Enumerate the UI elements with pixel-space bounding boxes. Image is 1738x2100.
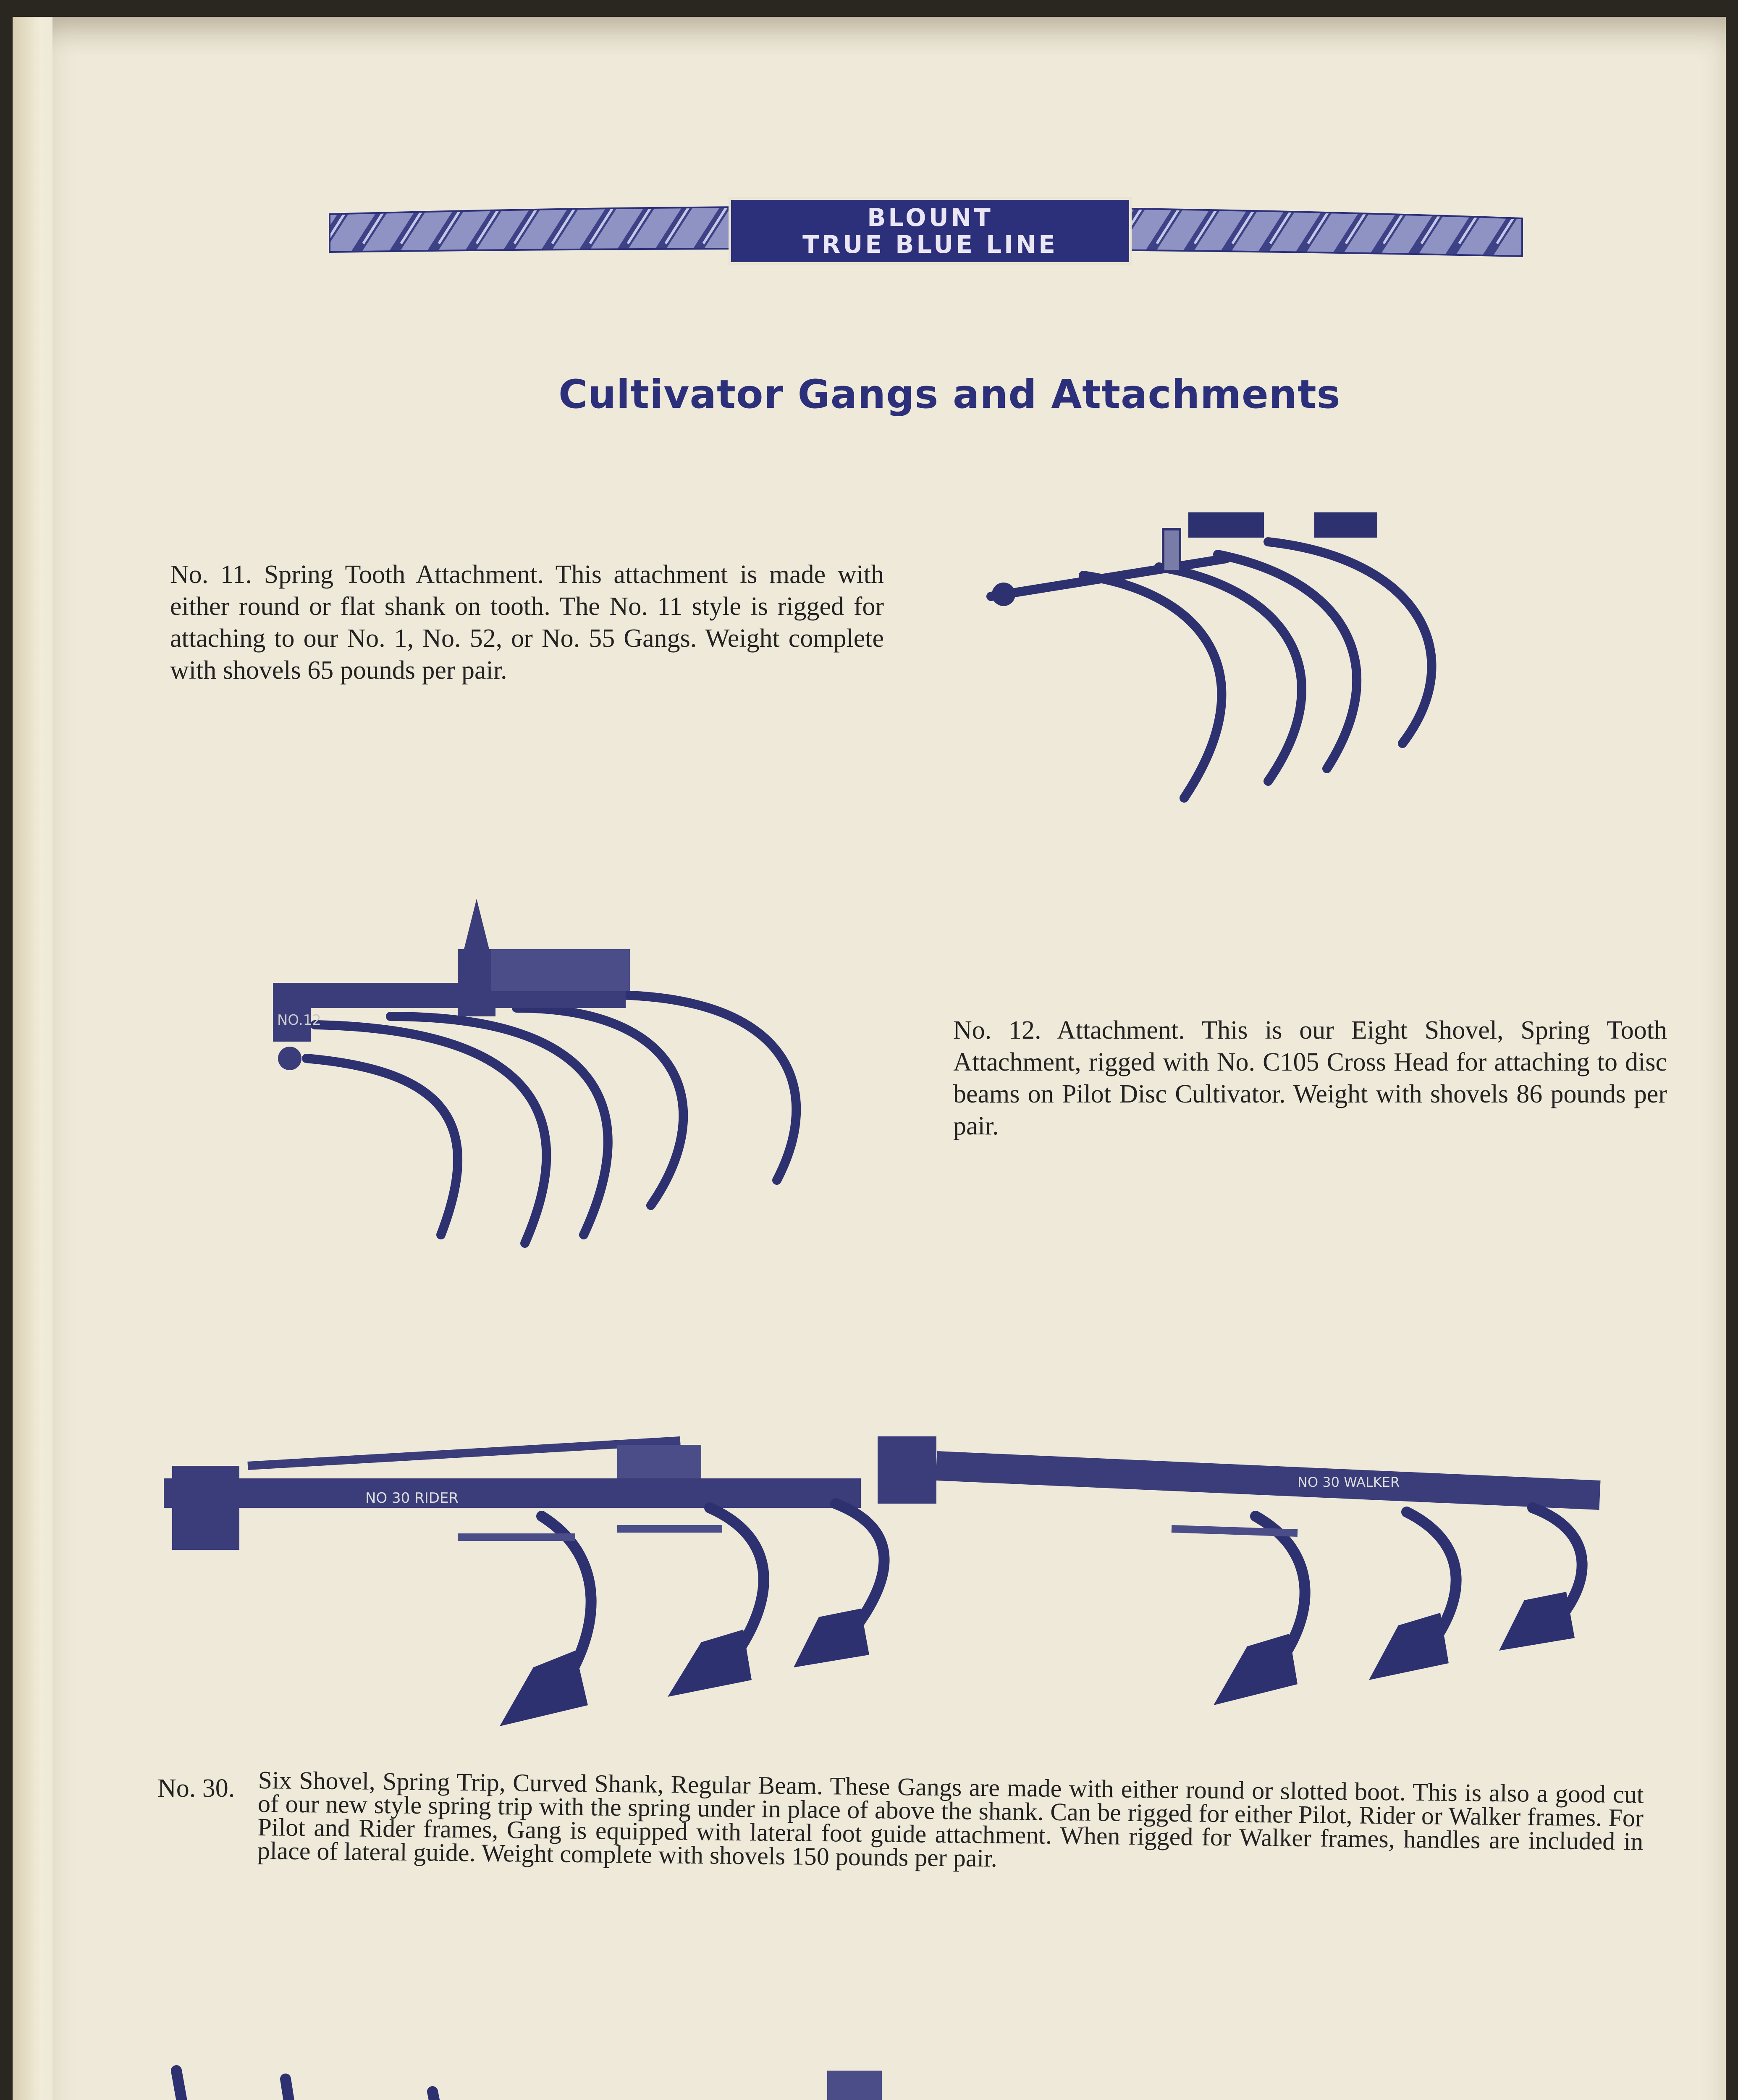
banner-brand: BLOUNT [867, 203, 993, 232]
item-11-description: No. 11. Spring Tooth Attachment. This attachment is made with either round or flat shank on tooth. The No. 11 style is rigged for attaching to our No. 1, No. 52, or No. 55 Gangs. Weight complete with shovels 65 pounds per pair. [170, 560, 884, 685]
banner-label [729, 197, 1132, 265]
spring-tooth-attachment-11-illustration [966, 496, 1596, 815]
beam-label-walker: NO 30 WALKER [1298, 1474, 1400, 1490]
gang-30-walker-illustration [878, 1420, 1617, 1722]
gang-30-rider-illustration [155, 1432, 911, 1735]
beam-label-rider: NO 30 RIDER [365, 1490, 459, 1507]
plate-label: NO.12 [277, 1012, 321, 1029]
header-banner [321, 189, 1531, 273]
banner-line: TRUE BLUE LINE [802, 230, 1058, 259]
item-30-label: No. 30. [157, 1774, 235, 1803]
catalog-page [13, 17, 1726, 2100]
page-title: Cultivator Gangs and Attachments [558, 372, 1341, 417]
attachment-12-illustration [265, 890, 878, 1260]
gang-31-illustration [160, 2054, 899, 2100]
item-30-description: Six Shovel, Spring Trip, Curved Shank, Regular Beam. These Gangs are made with either round or slotted boot. This is also a good cut of our new style spring trip with the spring under in place of above the shank. Can be rigged for either Pilot, Rider or Walker frames. For Pilot and Rider frames, Gang is equipped with lateral foot guide attachment. When rigged for Walker frames, handles are included in place of lateral guide. Weight complete with shovels 150 pounds per pair. [257, 1766, 1644, 1872]
item-12-description: No. 12. Attachment. This is our Eight Shovel, Spring Tooth Attachment, rigged with No. C105 Cross Head for attaching to disc beams on Pilot Disc Cultivator. Weight with shovels 86 pounds per pair. [953, 1016, 1667, 1140]
book-spine-shadow [13, 17, 52, 2100]
